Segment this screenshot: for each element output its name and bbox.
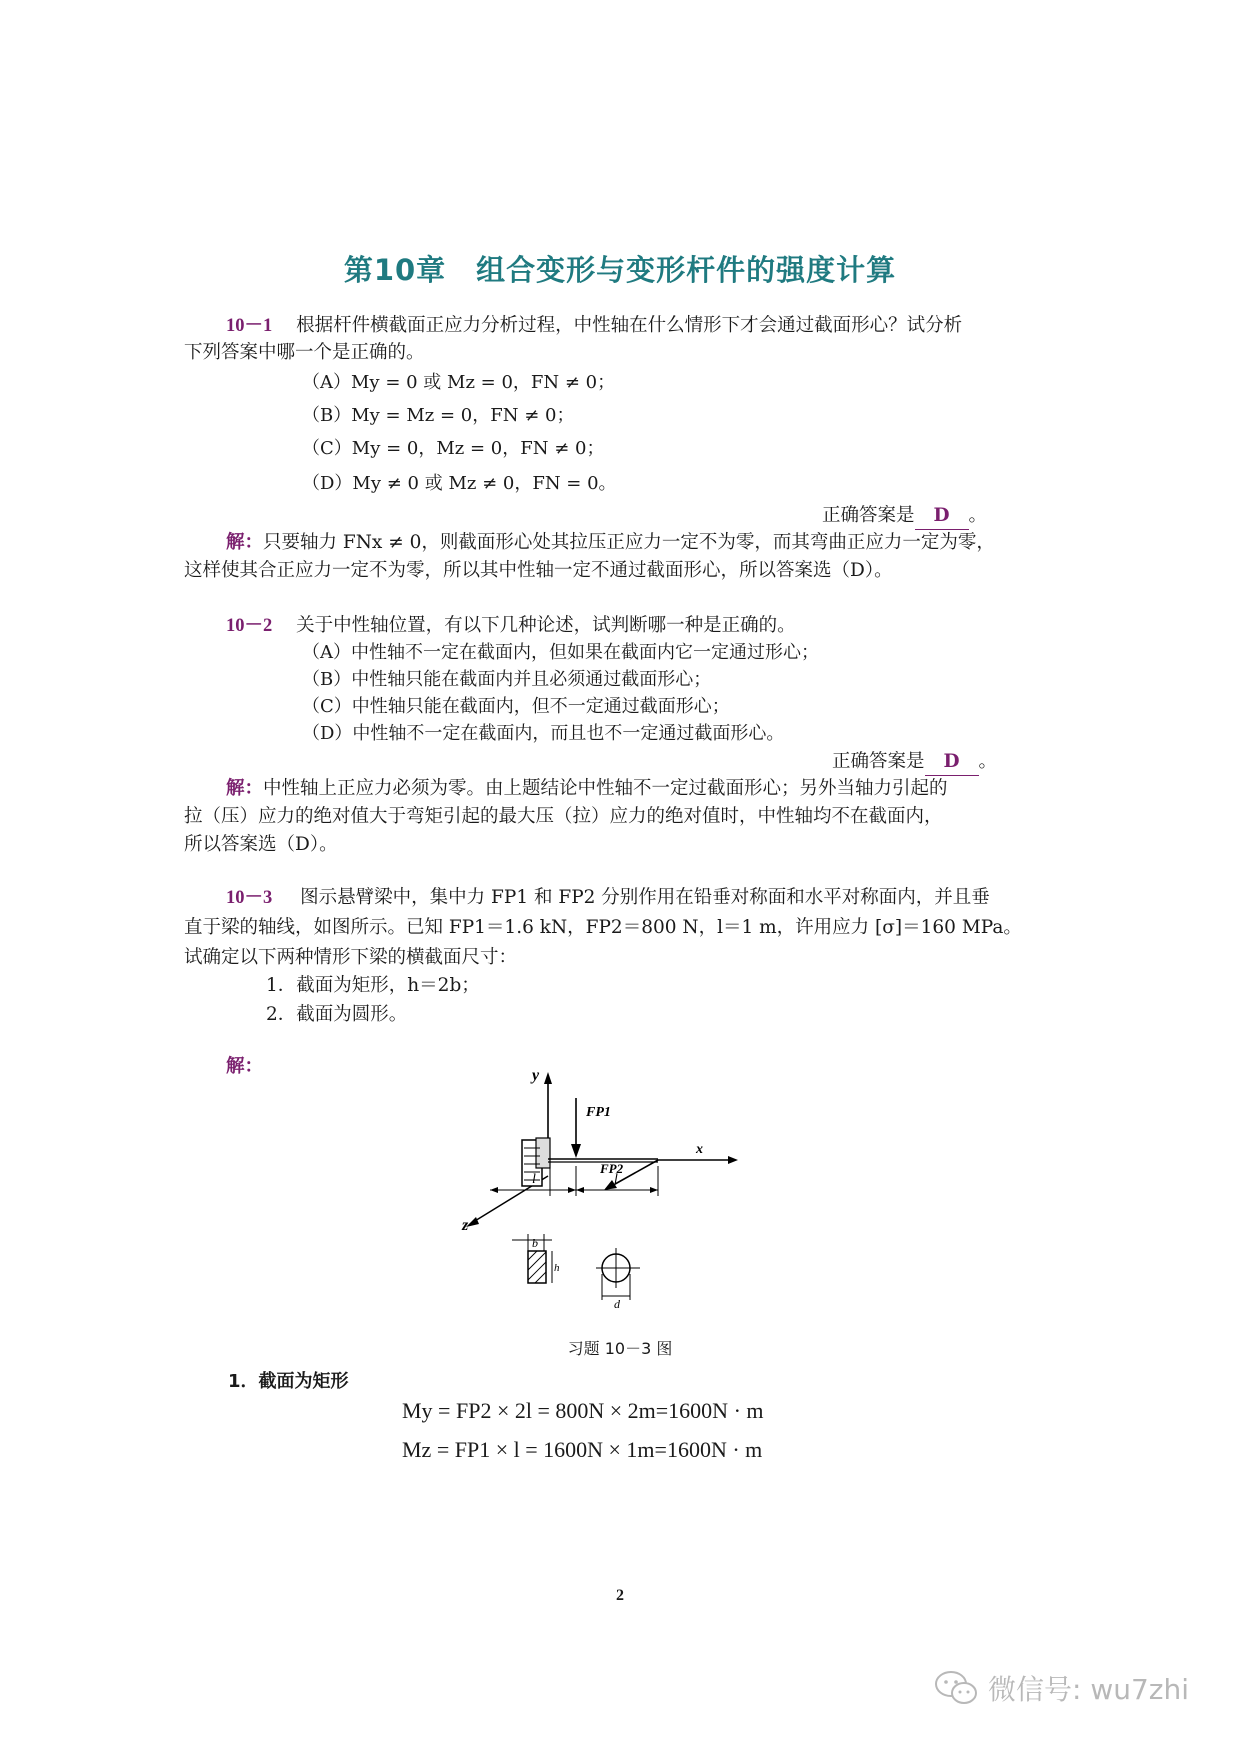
q2-solution-label: 解： (226, 778, 264, 799)
y-axis-arrow (544, 1072, 552, 1084)
q2-option-a: （A）中性轴不一定在截面内，但如果在截面内它一定通过形心； (302, 642, 819, 663)
q2-answer-prefix: 正确答案是 (832, 751, 925, 772)
force-fp2-label: FP2 (600, 1161, 624, 1176)
q1-answer: D (915, 502, 969, 530)
equation-my: My = FP2 × 2l = 800N × 2m=1600N · m (402, 1398, 764, 1423)
q1-answer-prefix: 正确答案是 (822, 505, 915, 526)
q2-line1 (226, 612, 796, 640)
q2-solution-c: 所以答案选（D）。 (184, 834, 338, 855)
q3-subheading: 1．截面为矩形 (228, 1371, 349, 1392)
q1-answer-suffix: 。 (968, 505, 988, 526)
force-fp1-arrow (571, 1144, 581, 1158)
figure-caption: 习题 10－3 图 (567, 1339, 673, 1358)
x-axis-label: x (696, 1142, 703, 1157)
watermark (934, 1668, 1189, 1708)
x-axis-arrow (728, 1156, 738, 1164)
q1-number: 10－1 (226, 316, 273, 336)
page-number: 2 (616, 1587, 624, 1604)
q3-number: 10－3 (226, 888, 273, 908)
q1-option-d: （D）My ≠ 0 或 Mz ≠ 0，FN = 0。 (302, 473, 617, 494)
q2-option-d: （D）中性轴不一定在截面内，而且也不一定通过截面形心。 (302, 723, 785, 744)
q1-solution-line1 (226, 529, 1066, 556)
q2-option-c: （C）中性轴只能在截面内，但不一定通过截面形心； (302, 696, 730, 717)
q2-text: 关于中性轴位置，有以下几种论述，试判断哪一种是正确的。 (296, 615, 796, 636)
fixed-support (522, 1138, 550, 1186)
chapter-title: 第10章 组合变形与变形杆件的强度计算 (343, 253, 897, 287)
wechat-icon (934, 1670, 978, 1706)
q1-text-a: 根据杆件横截面正应力分析过程，中性轴在什么情形下才会通过截面形心？试分析 (296, 315, 963, 336)
z-axis-label: z (462, 1217, 469, 1234)
q3-item-2: 2．截面为圆形。 (266, 1004, 408, 1025)
q1-line1 (184, 312, 1064, 340)
q3-line1 (226, 884, 990, 912)
length-dimension (490, 1166, 658, 1196)
q2-number: 10－2 (226, 616, 273, 636)
q3-solution-label: 解： (226, 1056, 264, 1077)
q1-solution-a: 只要轴力 FNx ≠ 0，则截面形心处其拉压正应力一定不为零，而其弯曲正应力一定为零， (263, 532, 995, 553)
q2-option-b: （B）中性轴只能在截面内并且必须通过截面形心； (302, 669, 712, 690)
q3-text-a: 图示悬臂梁中，集中力 FP1 和 FP2 分别作用在铅垂对称面和水平对称面内，并且垂 (300, 887, 990, 908)
watermark-text: 微信号: wu7zhi (988, 1673, 1190, 1706)
q1-option-a: （A）My = 0 或 Mz = 0，FN ≠ 0； (302, 372, 616, 393)
q2-solution-a: 中性轴上正应力必须为零。由上题结论中性轴不一定过截面形心；另外当轴力引起的 (263, 778, 948, 799)
cantilever-beam-figure (440, 1060, 800, 1330)
equation-mz: Mz = FP1 × l = 1600N × 1m=1600N · m (402, 1437, 763, 1462)
q3-text-b: 直于梁的轴线，如图所示。已知 FP1＝1.6 kN，FP2＝800 N，l＝1 m，许用应力 [σ]＝160 MPa。 (184, 917, 1022, 938)
length-label-2: l (614, 1172, 618, 1187)
circular-section (596, 1248, 640, 1300)
height-label-h: h (554, 1262, 560, 1274)
q3-text-c: 试确定以下两种情形下梁的横截面尺寸： (184, 947, 518, 968)
q1-answer-line (822, 502, 987, 530)
q1-option-b: （B）My = Mz = 0，FN ≠ 0； (302, 405, 575, 426)
q2-solution-b: 拉（压）应力的绝对值大于弯矩引起的最大压（拉）应力的绝对值时，中性轴均不在截面内， (184, 806, 943, 827)
q2-solution-line1 (226, 775, 948, 802)
q2-answer-line (832, 748, 997, 776)
q2-answer-suffix: 。 (978, 751, 998, 772)
q1-solution-b: 这样使其合正应力一定不为零，所以其中性轴一定不通过截面形心，所以答案选（D）。 (184, 560, 893, 581)
force-fp1-label: FP1 (586, 1105, 611, 1120)
width-label-b: b (532, 1236, 538, 1250)
q1-text-b: 下列答案中哪一个是正确的。 (184, 342, 425, 363)
y-axis-label: y (532, 1067, 540, 1084)
q3-item-1: 1．截面为矩形，h＝2b； (266, 975, 480, 996)
q1-solution-label: 解： (226, 532, 264, 553)
q2-answer: D (925, 748, 979, 776)
diameter-label-d: d (614, 1297, 620, 1311)
length-label-1: l (532, 1172, 536, 1187)
q1-option-c: （C）My = 0，Mz = 0，FN ≠ 0； (302, 438, 605, 459)
